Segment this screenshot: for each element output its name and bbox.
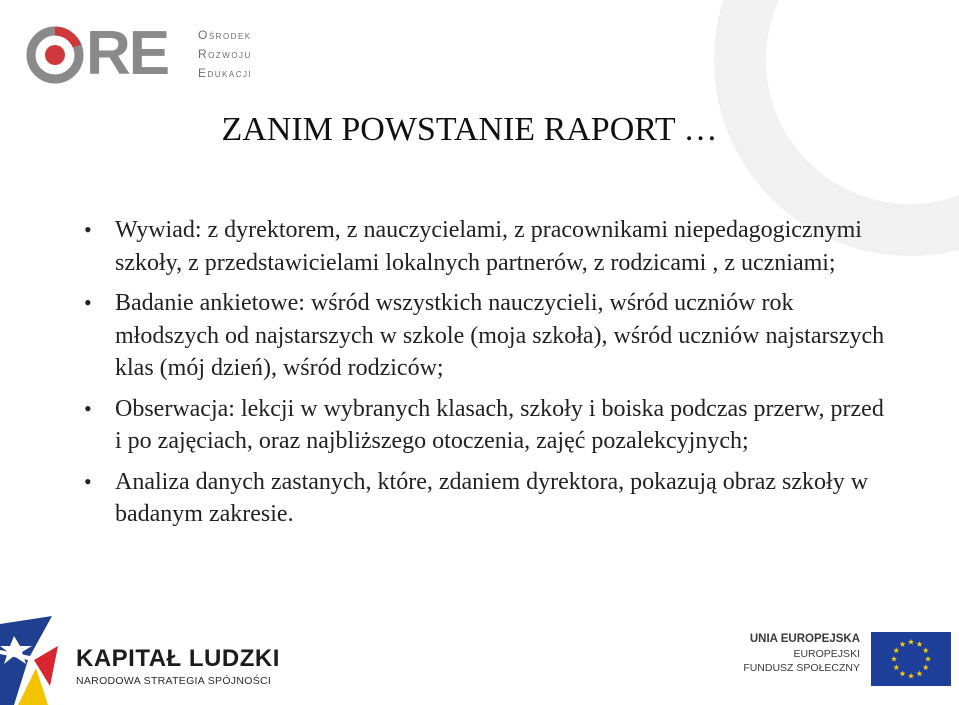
ore-logo-letters: RE <box>86 19 169 88</box>
bullet-text: Analiza danych zastanych, które, zdaniem dyrektora, pokazują obraz szkoły w badanym zakresie. <box>115 468 869 527</box>
kapital-ludzki-star-icon <box>0 616 70 705</box>
eu-line: UNIA EUROPEJSKA <box>749 633 860 645</box>
ore-org-line: Edukacji <box>198 66 253 80</box>
ore-logo <box>26 20 266 88</box>
ore-logo-icon <box>26 26 84 84</box>
bullet-item <box>80 287 890 385</box>
eu-line: EUROPEJSKI <box>793 648 860 660</box>
bullet-symbol: • <box>84 217 92 242</box>
bullet-symbol: • <box>84 290 92 315</box>
bullet-text: Wywiad: z dyrektorem, z nauczycielami, z pracownikami niepedagogicznymi szkoły, z przedstawicielami lokalnych partnerów, z rodzicami , z uczniami; <box>115 217 862 276</box>
ore-org-line: Ośrodek <box>198 28 252 42</box>
kapital-ludzki-subtitle: NARODOWA STRATEGIA SPÓJNOŚCI <box>76 675 272 687</box>
bullet-item <box>80 466 890 531</box>
bullet-item <box>80 393 890 458</box>
bullet-text: Obserwacja: lekcji w wybranych klasach, szkoły i boiska podczas przerw, przed i po zajęciach, oraz najbliższego otoczenia, zajęć pozalekcyjnych; <box>115 395 884 454</box>
bullet-text: Badanie ankietowe: wśród wszystkich nauczycieli, wśród uczniów rok młodszych od najstarszych w szkole (moja szkoła), wśród uczniów najstarszych klas (mój dzień), wśród rodziców; <box>115 290 885 381</box>
eu-line: FUNDUSZ SPOŁECZNY <box>743 662 860 674</box>
bullet-symbol: • <box>84 468 92 494</box>
bullet-symbol: • <box>84 395 92 421</box>
kapital-ludzki-title: KAPITAŁ LUDZKI <box>76 645 280 672</box>
kapital-ludzki-logo <box>0 616 290 705</box>
eu-caption <box>700 632 860 675</box>
slide-title <box>0 110 959 150</box>
ore-org-name <box>198 26 252 83</box>
ore-org-line: Rozwoju <box>198 47 252 61</box>
bullet-item <box>80 214 890 279</box>
slide-title-text: ZANIM POWSTANIE RAPORT … <box>221 111 718 148</box>
bullet-list <box>80 214 890 539</box>
eu-flag-icon <box>871 632 951 686</box>
